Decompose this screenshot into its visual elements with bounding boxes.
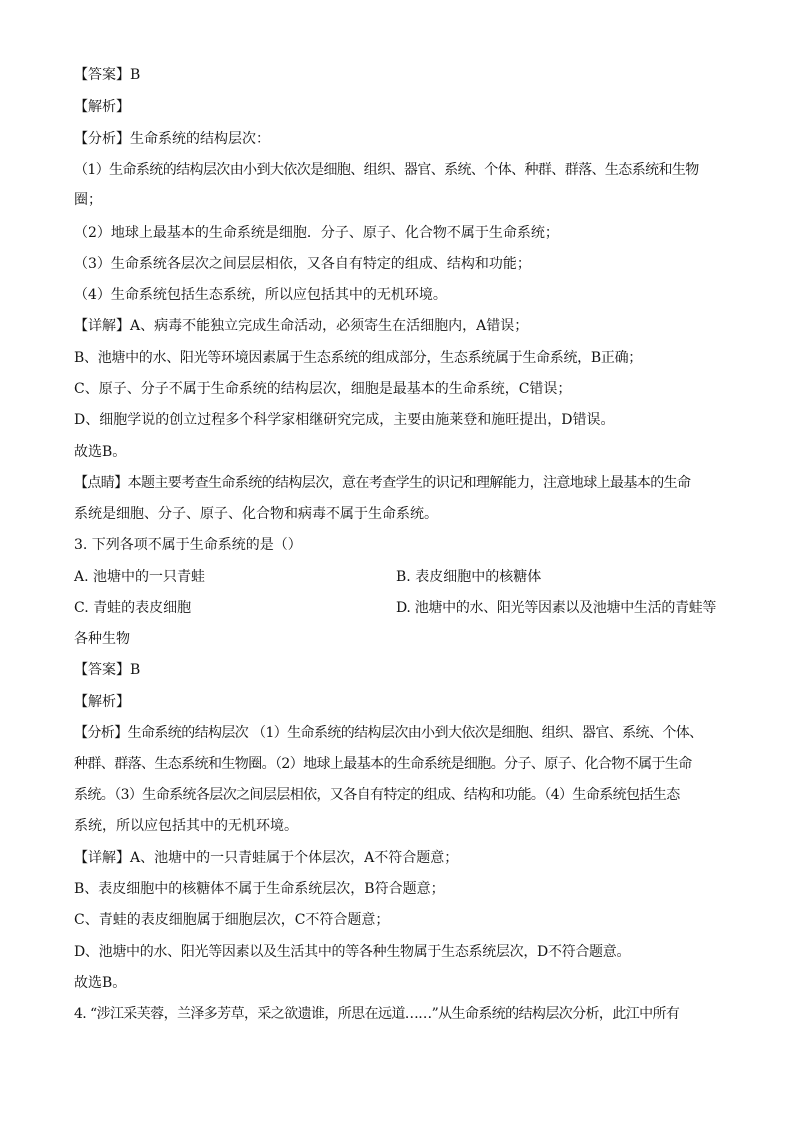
- q3-detail-d: D、池塘中的水、阳光等因素以及生活其中的等各种生物属于生态系统层次，D不符合题意。: [74, 944, 631, 960]
- q2-point-1: （1）生命系统的结构层次由小到大依次是细胞、组织、器官、系统、个体、种群、群落、生态系统和生物: [74, 162, 699, 178]
- q3-detail-c: C、青蛙的表皮细胞属于细胞层次，C不符合题意；: [74, 912, 390, 928]
- q3-option-b: B. 表皮细胞中的核糖体: [396, 569, 542, 585]
- q2-point-4: （4）生命系统包括生态系统，所以应包括其中的无机环境。: [74, 287, 447, 303]
- q3-fenxi-3: 系统。（3）生命系统各层次之间层层相依，又各自有特定的组成、结构和功能。（4）生命系统包括生态: [74, 787, 680, 803]
- q2-choose: 故选B。: [74, 444, 127, 460]
- q4-stem: 4. “涉江采芙蓉，兰泽多芳草，采之欲遗谁，所思在远道……”从生命系统的结构层次分析，此江中所有: [74, 1006, 680, 1022]
- q3-fenxi-4: 系统，所以应包括其中的无机环境。: [74, 818, 298, 834]
- q3-option-c: C. 青蛙的表皮细胞: [74, 600, 192, 616]
- q3-option-d-cont: 各种生物: [74, 631, 130, 647]
- q2-detail-a: 【详解】A、病毒不能独立完成生命活动，必须寄生在活细胞内，A错误；: [74, 318, 529, 334]
- q3-detail-b: B、表皮细胞中的核糖体不属于生命系统层次，B符合题意；: [74, 881, 445, 897]
- q2-detail-c: C、原子、分子不属于生命系统的结构层次，细胞是最基本的生命系统，C错误；: [74, 381, 572, 397]
- q2-point-3: （3）生命系统各层次之间层层相依，又各自有特定的组成、结构和功能；: [74, 256, 531, 272]
- q2-answer: 【答案】B: [74, 67, 141, 83]
- q3-detail-a: 【详解】A、池塘中的一只青蛙属于个体层次，A不符合题意；: [74, 850, 459, 866]
- q2-detail-b: B、池塘中的水、阳光等环境因素属于生态系统的组成部分，生态系统属于生命系统，B正确；: [74, 350, 642, 366]
- q3-fenxi-2: 种群、群落、生态系统和生物圈。（2）地球上最基本的生命系统是细胞。分子、原子、化合物不属于生命: [74, 756, 692, 772]
- q2-analysis-heading: 【解析】: [74, 99, 130, 115]
- q2-fenxi: 【分析】生命系统的结构层次：: [74, 131, 270, 147]
- q2-detail-d: D、细胞学说的创立过程多个科学家相继研究完成，主要由施莱登和施旺提出，D错误。: [74, 412, 615, 428]
- q3-answer: 【答案】B: [74, 662, 141, 678]
- q3-choose: 故选B。: [74, 975, 127, 991]
- q3-stem: 3. 下列各项不属于生命系统的是（）: [74, 537, 302, 553]
- q2-dianjing: 【点睛】本题主要考查生命系统的结构层次，意在考查学生的识记和理解能力，注意地球上最基本的生命: [74, 475, 691, 491]
- q3-option-a: A. 池塘中的一只青蛙: [74, 569, 206, 585]
- q3-analysis-heading: 【解析】: [74, 694, 130, 710]
- q2-point-2: （2）地球上最基本的生命系统是细胞．分子、原子、化合物不属于生命系统；: [74, 225, 559, 241]
- q3-fenxi-1: 【分析】生命系统的结构层次 （1）生命系统的结构层次由小到大依次是细胞、组织、器官、系统、个体、: [74, 725, 703, 741]
- q3-option-d: D. 池塘中的水、阳光等因素以及池塘中生活的青蛙等: [396, 600, 717, 616]
- q2-point-1-cont: 圈；: [74, 192, 102, 208]
- q2-dianjing-cont: 系统是细胞、分子、原子、化合物和病毒不属于生命系统。: [74, 506, 438, 522]
